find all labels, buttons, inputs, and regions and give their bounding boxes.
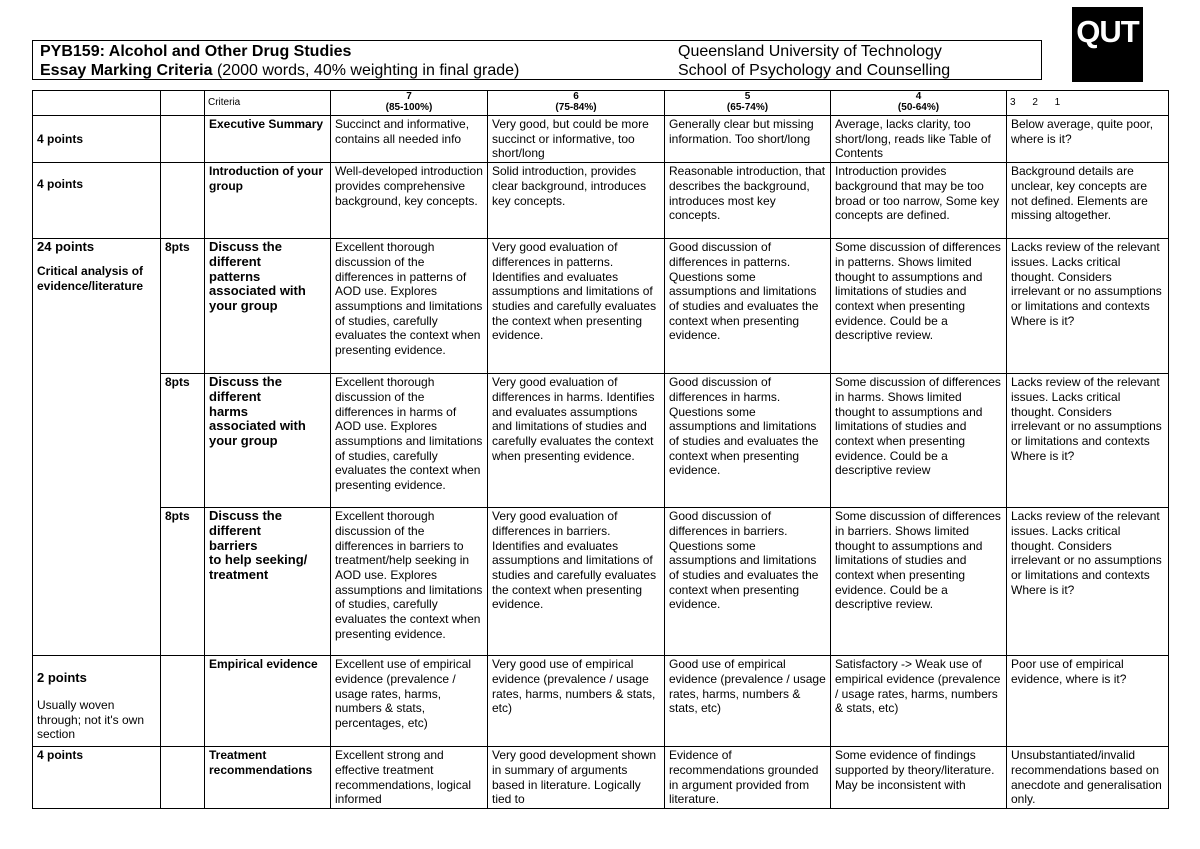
level-cell: Average, lacks clarity, too short/long, reads like Table of Contents — [831, 116, 1007, 163]
level-cell: Poor use of empirical evidence, where is it? — [1007, 656, 1169, 747]
table-row — [33, 116, 1169, 163]
level-cell: Below average, quite poor, where is it? — [1007, 116, 1169, 163]
level-cell: Good discussion of differences in harms. Questions some assumptions and limitations of studies and evaluates the context when presenting evidence. — [665, 374, 831, 508]
table-row — [33, 656, 1169, 747]
row-subpoints — [161, 747, 205, 809]
level-cell: Very good evaluation of differences in patterns. Identifies and evaluates assumptions and limitations of studies and carefully evaluates the context when presenting evidence. — [488, 239, 665, 374]
table-row — [33, 239, 1169, 374]
level-cell: Generally clear but missing information. Too short/long — [665, 116, 831, 163]
level-cell: Well-developed introduction provides comprehensive background, key concepts. — [331, 163, 488, 239]
level-cell: Some evidence of findings supported by theory/literature. May be inconsistent with — [831, 747, 1007, 809]
level-cell: Some discussion of differences in barriers. Shows limited thought to assumptions and limitations of studies and context when presenting evidence. Could be a descriptive review. — [831, 508, 1007, 656]
empirical-note: Usually woven through; not it's own section — [37, 697, 145, 742]
level-6-header: 6 (75-84%) — [488, 91, 665, 116]
level-cell: Very good evaluation of differences in barriers. Identifies and evaluates assumptions and limitations of studies and carefully evaluates the context when presenting evidence. — [488, 508, 665, 656]
level-5-header: 5 (65-74%) — [665, 91, 831, 116]
essay-title-detail: (2000 words, 40% weighting in final grade) — [212, 62, 520, 79]
essay-title-bold: Essay Marking Criteria — [40, 62, 213, 79]
level-cell: Some discussion of differences in harms. Shows limited thought to assumptions and limitations of studies and context when presenting evidence. Could be a descriptive review — [831, 374, 1007, 508]
level-cell: Succinct and informative, contains all needed info — [331, 116, 488, 163]
marking-criteria-table — [32, 90, 1169, 809]
level-3-2-1-header: 3 2 1 — [1007, 91, 1169, 116]
analysis-points-cell — [33, 239, 161, 656]
level-cell: Some discussion of differences in patterns. Shows limited thought to assumptions and limitations of studies and context when presenting evidence. Could be a descriptive review. — [831, 239, 1007, 374]
row-points: 4 points — [33, 116, 161, 163]
level-cell: Very good evaluation of differences in harms. Identifies and evaluates assumptions and limitations of studies and carefully evaluates the context when presenting evidence. — [488, 374, 665, 508]
row-criterion: Discuss the different patterns associated with your group — [205, 239, 331, 374]
university-name: Queensland University of Technology — [678, 43, 942, 60]
level-cell: Excellent thorough discussion of the differences in harms of AOD use. Explores assumptions and limitations of studies, carefully evaluates the context when presenting evidence. — [331, 374, 488, 508]
level-cell: Excellent strong and effective treatment recommendations, logical informed — [331, 747, 488, 809]
course-title: PYB159: Alcohol and Other Drug Studies — [40, 43, 352, 60]
row-points: 4 points — [33, 163, 161, 239]
table-row — [33, 508, 1169, 656]
analysis-label: Critical analysis of evidence/literature — [37, 263, 144, 293]
row-criterion: Empirical evidence — [205, 656, 331, 747]
table-row — [33, 374, 1169, 508]
level-cell: Lacks review of the relevant issues. Lacks critical thought. Considers irrelevant or no assumptions or limitations and contexts Where is it? — [1007, 239, 1169, 374]
level-cell: Satisfactory -> Weak use of empirical evidence (prevalence / usage rates, harms, numbers & stats, etc) — [831, 656, 1007, 747]
course-header — [32, 40, 1042, 80]
sub-points: 8pts — [161, 239, 205, 374]
school-name: School of Psychology and Counselling — [678, 62, 951, 79]
level-cell: Very good use of empirical evidence (prevalence / usage rates, harms, numbers & stats, etc) — [488, 656, 665, 747]
level-cell: Background details are unclear, key concepts are not defined. Elements are missing altogether. — [1007, 163, 1169, 239]
row-criterion: Discuss the different harms associated with your group — [205, 374, 331, 508]
empirical-points-cell — [33, 656, 161, 747]
level-cell: Lacks review of the relevant issues. Lacks critical thought. Considers irrelevant or no assumptions or limitations and contexts Where is it? — [1007, 374, 1169, 508]
row-criterion: Treatment recommendations — [205, 747, 331, 809]
analysis-points: 24 points — [37, 239, 95, 255]
level-4-header: 4 (50-64%) — [831, 91, 1007, 116]
level-cell: Very good development shown in summary of arguments based in literature. Logically tied to — [488, 747, 665, 809]
level-cell: Excellent thorough discussion of the differences in patterns of AOD use. Explores assumptions and limitations of studies, carefully evaluates the context when presenting evidence. — [331, 239, 488, 374]
table-row — [33, 163, 1169, 239]
level-cell: Evidence of recommendations grounded in argument provided from literature. — [665, 747, 831, 809]
level-cell: Good discussion of differences in barriers. Questions some assumptions and limitations of studies and evaluates the context when presenting evidence. — [665, 508, 831, 656]
header-subpoints-cell — [161, 91, 205, 116]
criteria-header: Criteria — [205, 91, 331, 116]
sub-points: 8pts — [161, 508, 205, 656]
empirical-points: 2 points — [37, 670, 87, 686]
essay-title — [40, 61, 519, 81]
level-cell: Lacks review of the relevant issues. Lacks critical thought. Considers irrelevant or no assumptions or limitations and contexts Where is it? — [1007, 508, 1169, 656]
level-cell: Unsubstantiated/invalid recommendations based on anecdote and generalisation only. — [1007, 747, 1169, 809]
row-subpoints — [161, 163, 205, 239]
row-criterion: Discuss the different barriers to help seeking/ treatment — [205, 508, 331, 656]
sub-points: 8pts — [161, 374, 205, 508]
level-cell: Good use of empirical evidence (prevalence / usage rates, harms, numbers & stats, etc) — [665, 656, 831, 747]
row-subpoints — [161, 116, 205, 163]
level-cell: Introduction provides background that may be too broad or too narrow, Some key concepts are defined. — [831, 163, 1007, 239]
qut-logo: QUT — [1072, 7, 1143, 82]
level-cell: Solid introduction, provides clear background, introduces key concepts. — [488, 163, 665, 239]
level-cell: Excellent use of empirical evidence (prevalence / usage rates, harms, numbers & stats, percentages, etc) — [331, 656, 488, 747]
level-cell: Reasonable introduction, that describes the background, introduces most key concepts. — [665, 163, 831, 239]
row-criterion: Executive Summary — [205, 116, 331, 163]
level-cell: Good discussion of differences in patterns. Questions some assumptions and limitations of studies and evaluates the context when presenting evidence. — [665, 239, 831, 374]
row-criterion: Introduction of your group — [205, 163, 331, 239]
header-row — [33, 91, 1169, 116]
row-subpoints — [161, 656, 205, 747]
level-7-header: 7 (85-100%) — [331, 91, 488, 116]
table-row — [33, 747, 1169, 809]
level-cell: Very good, but could be more succinct or informative, too short/long — [488, 116, 665, 163]
row-points: 4 points — [33, 747, 161, 809]
level-cell: Excellent thorough discussion of the differences in barriers to treatment/help seeking in AOD use. Explores assumptions and limitations of studies, carefully evaluates the context when presenting evidence. — [331, 508, 488, 656]
header-points-cell — [33, 91, 161, 116]
